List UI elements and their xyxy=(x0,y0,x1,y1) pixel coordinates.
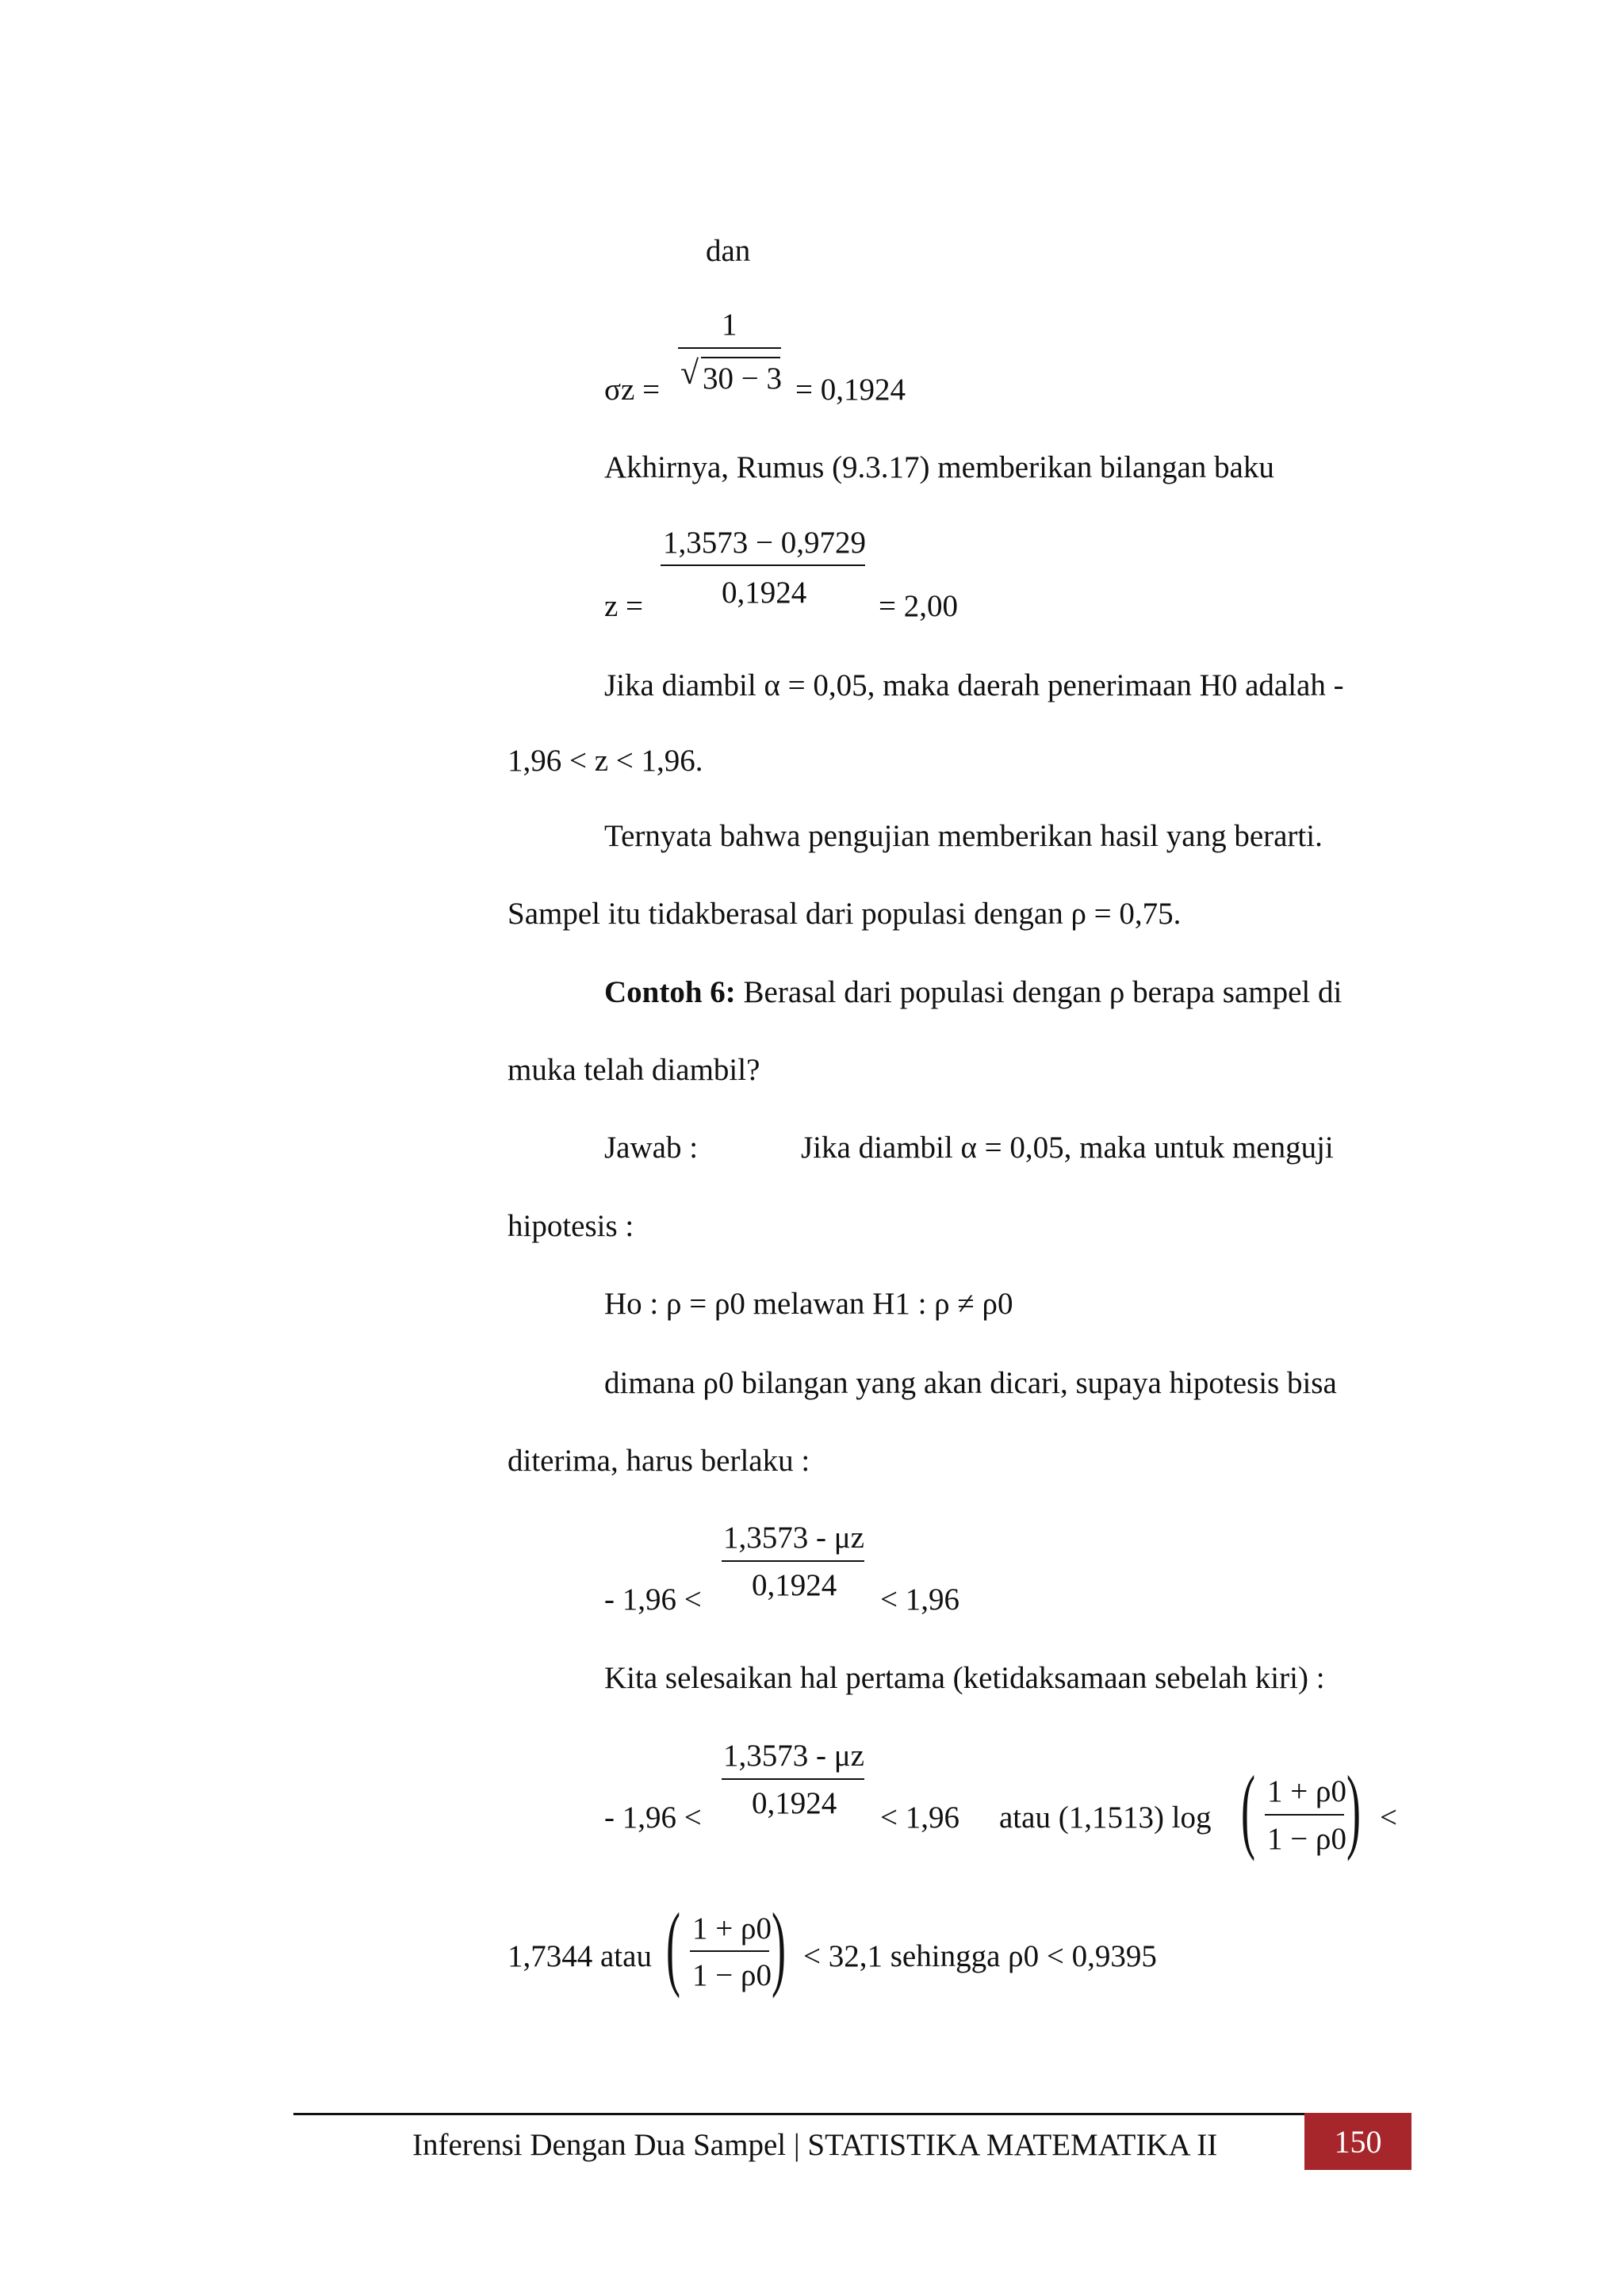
text-dan: dan xyxy=(706,234,751,268)
ineq2-numerator: 1,3573 - μz xyxy=(723,1739,864,1773)
ineq1-denominator: 0,1924 xyxy=(752,1568,837,1602)
paragraph-kita: Kita selesaikan hal pertama (ketidaksamaan sebelah kiri) : xyxy=(604,1661,1325,1695)
contoh-text: Berasal dari populasi dengan ρ berapa sampel di xyxy=(735,975,1342,1009)
z-numerator: 1,3573 − 0,9729 xyxy=(663,526,866,560)
paragraph-contoh-2: muka telah diambil? xyxy=(508,1053,760,1087)
hypothesis-line: Ho : ρ = ρ0 melawan H1 : ρ ≠ ρ0 xyxy=(604,1287,1013,1321)
sigma-fraction-bar xyxy=(678,347,781,349)
z-rhs: = 2,00 xyxy=(879,589,958,623)
jawab-label: Jawab : xyxy=(604,1131,699,1165)
footer-title: Inferensi Dengan Dua Sampel | STATISTIKA MATEMATIKA II xyxy=(412,2128,1218,2162)
sigma-lhs: σz = xyxy=(604,373,661,407)
final-rhs: < 32,1 sehingga ρ0 < 0,9395 xyxy=(803,1939,1157,1973)
sigma-denominator: 30 − 3 xyxy=(703,362,782,396)
z-denominator: 0,1924 xyxy=(722,576,807,610)
paragraph-dimana-2: diterima, harus berlaku : xyxy=(508,1444,810,1478)
final-denominator: 1 − ρ0 xyxy=(692,1958,772,1992)
paragraph-hipotesis: hipotesis : xyxy=(508,1209,634,1243)
ineq2-denominator: 0,1924 xyxy=(752,1786,837,1820)
paragraph-ternyata-2: Sampel itu tidakberasal dari populasi dengan ρ = 0,75. xyxy=(508,897,1182,931)
footer-rule xyxy=(293,2113,1411,2115)
ineq1-lhs: - 1,96 < xyxy=(604,1582,702,1617)
sigma-numerator: 1 xyxy=(722,308,737,342)
sqrt-bar xyxy=(701,357,780,358)
atau-log-text: atau (1,1513) log xyxy=(999,1800,1212,1835)
final-numerator: 1 + ρ0 xyxy=(692,1911,772,1946)
left-paren-icon-2: ( xyxy=(666,1893,680,1999)
paragraph-dimana-1: dimana ρ0 bilangan yang akan dicari, supaya hipotesis bisa xyxy=(604,1366,1337,1400)
frac-denominator: 1 − ρ0 xyxy=(1267,1822,1346,1856)
sqrt-icon: √ xyxy=(680,355,699,392)
final-bar xyxy=(690,1950,769,1952)
frac-numerator: 1 + ρ0 xyxy=(1267,1774,1346,1808)
paragraph-jika-2: 1,96 < z < 1,96. xyxy=(508,744,703,778)
frac-bar xyxy=(1265,1814,1344,1816)
lt-sign: < xyxy=(1380,1800,1397,1835)
ineq1-numerator: 1,3573 - μz xyxy=(723,1521,864,1555)
ineq1-fraction-bar xyxy=(722,1560,864,1562)
sigma-rhs: = 0,1924 xyxy=(795,373,906,407)
paragraph-contoh xyxy=(604,977,1342,1008)
left-paren-icon: ( xyxy=(1241,1756,1255,1862)
ineq2-lhs: - 1,96 < xyxy=(604,1800,702,1835)
ineq1-rhs: < 1,96 xyxy=(880,1582,959,1617)
final-lhs: 1,7344 atau xyxy=(508,1939,652,1973)
right-paren-icon-2: ) xyxy=(772,1893,786,1999)
paragraph-ternyata-1: Ternyata bahwa pengujian memberikan hasil yang berarti. xyxy=(604,819,1323,853)
jawab-text: Jika diambil α = 0,05, maka untuk menguji xyxy=(801,1131,1334,1165)
ineq2-fraction-bar xyxy=(722,1778,864,1780)
paragraph-jika-1: Jika diambil α = 0,05, maka daerah penerimaan H0 adalah - xyxy=(604,668,1344,702)
right-paren-icon: ) xyxy=(1346,1756,1361,1862)
page-number: 150 xyxy=(1304,2113,1411,2170)
contoh-label: Contoh 6: xyxy=(604,975,736,1009)
z-lhs: z = xyxy=(604,589,644,623)
paragraph-akhirnya: Akhirnya, Rumus (9.3.17) memberikan bilangan baku xyxy=(604,450,1274,484)
z-fraction-bar xyxy=(661,564,865,566)
ineq2-rhs: < 1,96 xyxy=(880,1800,959,1835)
